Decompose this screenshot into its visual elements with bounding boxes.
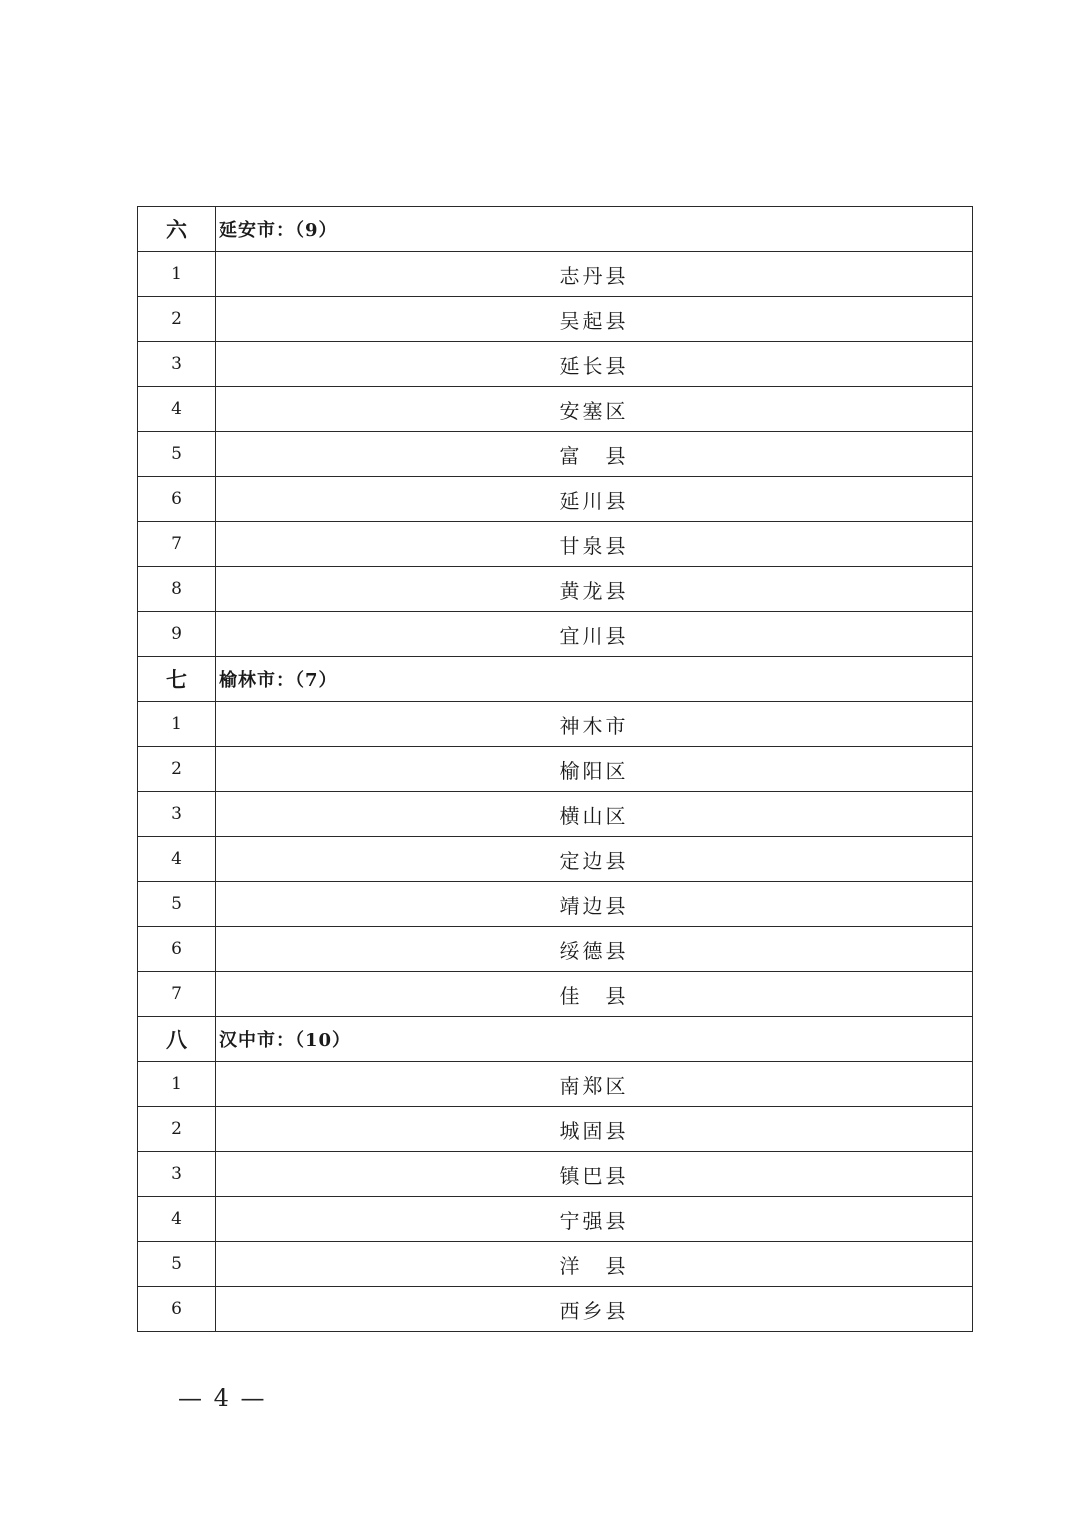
row-index: 1 [138, 702, 216, 747]
county-table-body [138, 207, 973, 1332]
county-name: 横山区 [216, 792, 973, 837]
page-number: — 4 — [178, 1384, 267, 1412]
row-index: 4 [138, 387, 216, 432]
section-header-row [138, 207, 973, 252]
county-name: 定边县 [216, 837, 973, 882]
row-index: 3 [138, 342, 216, 387]
row-index: 1 [138, 1062, 216, 1107]
county-name: 志丹县 [216, 252, 973, 297]
row-index: 4 [138, 837, 216, 882]
county-name: 延长县 [216, 342, 973, 387]
county-name: 神木市 [216, 702, 973, 747]
section-title: 汉中市：（10） [216, 1017, 973, 1062]
county-name: 西乡县 [216, 1287, 973, 1332]
row-index: 5 [138, 1242, 216, 1287]
table-row [138, 342, 973, 387]
table-row [138, 432, 973, 477]
table-row [138, 1062, 973, 1107]
table-row [138, 837, 973, 882]
county-name: 佳 县 [216, 972, 973, 1017]
table-row [138, 972, 973, 1017]
row-index: 6 [138, 927, 216, 972]
table-row [138, 1197, 973, 1242]
table-row [138, 1152, 973, 1197]
table-row [138, 702, 973, 747]
row-index: 8 [138, 567, 216, 612]
section-number: 八 [138, 1017, 216, 1062]
row-index: 1 [138, 252, 216, 297]
row-index: 2 [138, 1107, 216, 1152]
section-number: 七 [138, 657, 216, 702]
county-name: 南郑区 [216, 1062, 973, 1107]
county-name: 安塞区 [216, 387, 973, 432]
table-row [138, 522, 973, 567]
county-name: 甘泉县 [216, 522, 973, 567]
row-index: 3 [138, 1152, 216, 1197]
section-title: 榆林市：（7） [216, 657, 973, 702]
table-row [138, 1242, 973, 1287]
county-name: 榆阳区 [216, 747, 973, 792]
table-row [138, 387, 973, 432]
row-index: 7 [138, 522, 216, 567]
table-row [138, 612, 973, 657]
section-title: 延安市：（9） [216, 207, 973, 252]
table-row [138, 792, 973, 837]
county-name: 靖边县 [216, 882, 973, 927]
row-index: 2 [138, 297, 216, 342]
row-index: 9 [138, 612, 216, 657]
row-index: 6 [138, 477, 216, 522]
county-name: 延川县 [216, 477, 973, 522]
section-header-row [138, 657, 973, 702]
row-index: 2 [138, 747, 216, 792]
row-index: 3 [138, 792, 216, 837]
table-row [138, 747, 973, 792]
section-number: 六 [138, 207, 216, 252]
county-name: 绥德县 [216, 927, 973, 972]
table-row [138, 1107, 973, 1152]
table-row [138, 567, 973, 612]
row-index: 5 [138, 432, 216, 477]
table-row [138, 252, 973, 297]
table-row [138, 927, 973, 972]
county-name: 城固县 [216, 1107, 973, 1152]
table-row [138, 477, 973, 522]
row-index: 7 [138, 972, 216, 1017]
county-name: 吴起县 [216, 297, 973, 342]
row-index: 6 [138, 1287, 216, 1332]
county-name: 宁强县 [216, 1197, 973, 1242]
county-name: 富 县 [216, 432, 973, 477]
county-table [137, 206, 973, 1332]
row-index: 5 [138, 882, 216, 927]
county-name: 洋 县 [216, 1242, 973, 1287]
county-name: 宜川县 [216, 612, 973, 657]
county-name: 黄龙县 [216, 567, 973, 612]
table-row [138, 1287, 973, 1332]
table-row [138, 297, 973, 342]
section-header-row [138, 1017, 973, 1062]
table-row [138, 882, 973, 927]
county-name: 镇巴县 [216, 1152, 973, 1197]
row-index: 4 [138, 1197, 216, 1242]
